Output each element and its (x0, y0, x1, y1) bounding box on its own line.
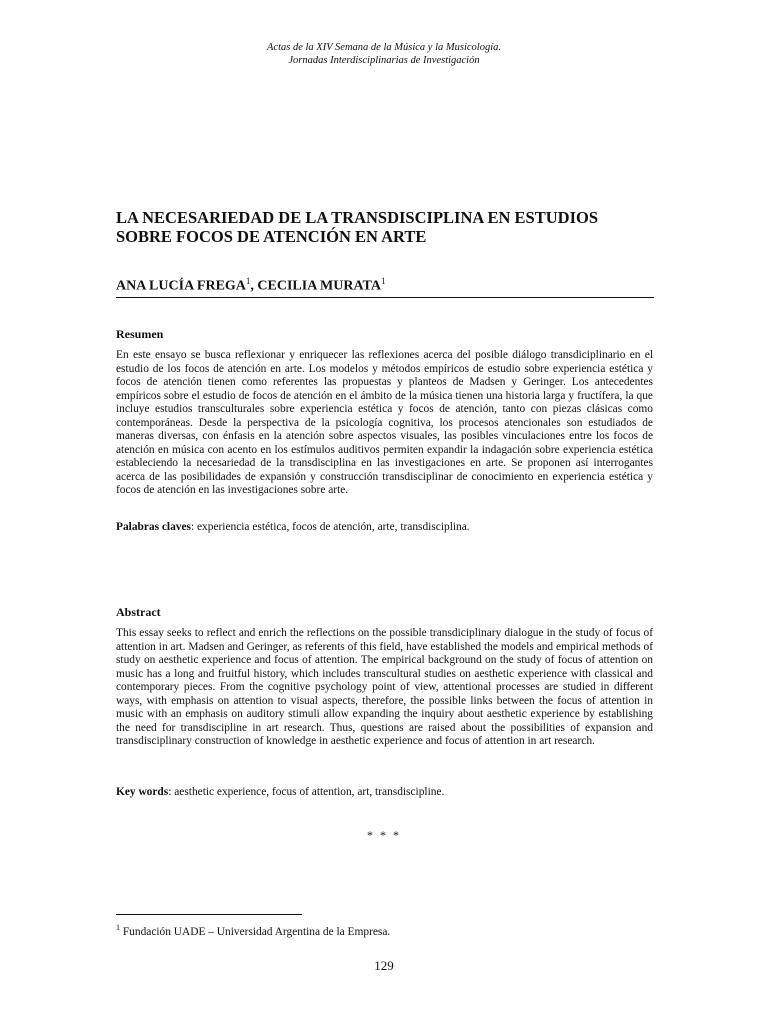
footnote-rule (116, 914, 302, 915)
author-line (116, 272, 654, 298)
abstract-keywords-label: Key words (116, 786, 169, 798)
title-line-1: LA NECESARIEDAD DE LA TRANSDISCIPLINA EN ESTUDIOS (116, 208, 598, 227)
author-2: CECILIA MURATA (257, 278, 381, 294)
paper-title (116, 208, 656, 246)
author-separator: , (250, 278, 258, 294)
resumen-keywords-label: Palabras claves (116, 521, 191, 533)
resumen-heading: Resumen (116, 327, 164, 341)
abstract-heading: Abstract (116, 605, 161, 619)
footnote-mark: 1 (116, 923, 120, 932)
resumen-keywords-text: : experiencia estética, focos de atención, arte, transdisciplina. (190, 521, 470, 533)
header-line-2: Jornadas Interdisciplinarias de Investigación (288, 55, 480, 66)
author-2-footnote-mark: 1 (380, 276, 386, 286)
abstract-body: This essay seeks to reflect and enrich the reflections on the possible transdiciplinary dialogue in the study of focus of attention in art. Madsen and Geringer, as referents of this field, have established the models and empirical methods of study on aesthetic experience and focus of attention. The empirical background on the study of focus of attention on music has a long and fruitful history, which includes transcultural studies on aesthetic experience with classical and contemporary pieces. From the cognitive psychology point of view, attentional processes are studied in different ways, with emphasis on attention to visual aspects, therefore, the possible links between the focus of attention in music with an emphasis on auditory stimuli allow expanding the inquiry about aesthetic experience by establishing the need for transdiscipline in art research. Thus, questions are raised about the possibilities of expansion and transdisciplinary construction of knowledge in aesthetic experience and focus of attention in art research. (116, 627, 653, 747)
title-line-2: SOBRE FOCOS DE ATENCIÓN EN ARTE (116, 227, 427, 246)
author-1: ANA LUCÍA FREGA (116, 278, 246, 294)
running-header (0, 41, 768, 67)
resumen-body: En este ensayo se busca reflexionar y enriquecer las reflexiones acerca del posible diálogo transdiciplinario en el estudio de los focos de atención en arte. Los modelos y métodos empíricos de estudio sobre experiencia estética y focos de atención tienen como referentes las propuestas y planteos de Madsen y Geringer. Los antecedentes empíricos sobre el estudio de focos de atención en el ámbito de la música tienen una historia larga y fructífera, la que incluye estudios transculturales sobre experiencia estética y focos de atención, tanto con piezas clásicas como contemporáneas. Desde la perspectiva de la psicología cognitiva, los procesos atencionales son estudiados de maneras diversas, con énfasis en la atención sobre aspectos visuales, las posibles vinculaciones entre los focos de atención en música con acento en los estímulos auditivos permiten expandir la indagación sobre experiencia estética estableciendo la necesariedad de la transdisciplina en las investigaciones en arte. Se proponen así interrogantes acerca de las posibilidades de expansión y construcción transdisciplinar de conocimiento en experiencia estética y focos de atención en las investigaciones sobre arte. (116, 349, 653, 496)
abstract-keywords (116, 786, 653, 800)
footnote-text: Fundación UADE – Universidad Argentina de la Empresa. (120, 925, 391, 938)
abstract-keywords-text: : aesthetic experience, focus of attention, art, transdiscipline. (168, 786, 445, 798)
resumen-keywords (116, 521, 653, 535)
page-number: 129 (374, 958, 394, 973)
header-line-1: Actas de la XIV Semana de la Música y la Musicología. (267, 42, 501, 53)
section-separator: * * * (367, 828, 401, 842)
footnote (116, 921, 390, 939)
author-1-footnote-mark: 1 (245, 276, 251, 286)
